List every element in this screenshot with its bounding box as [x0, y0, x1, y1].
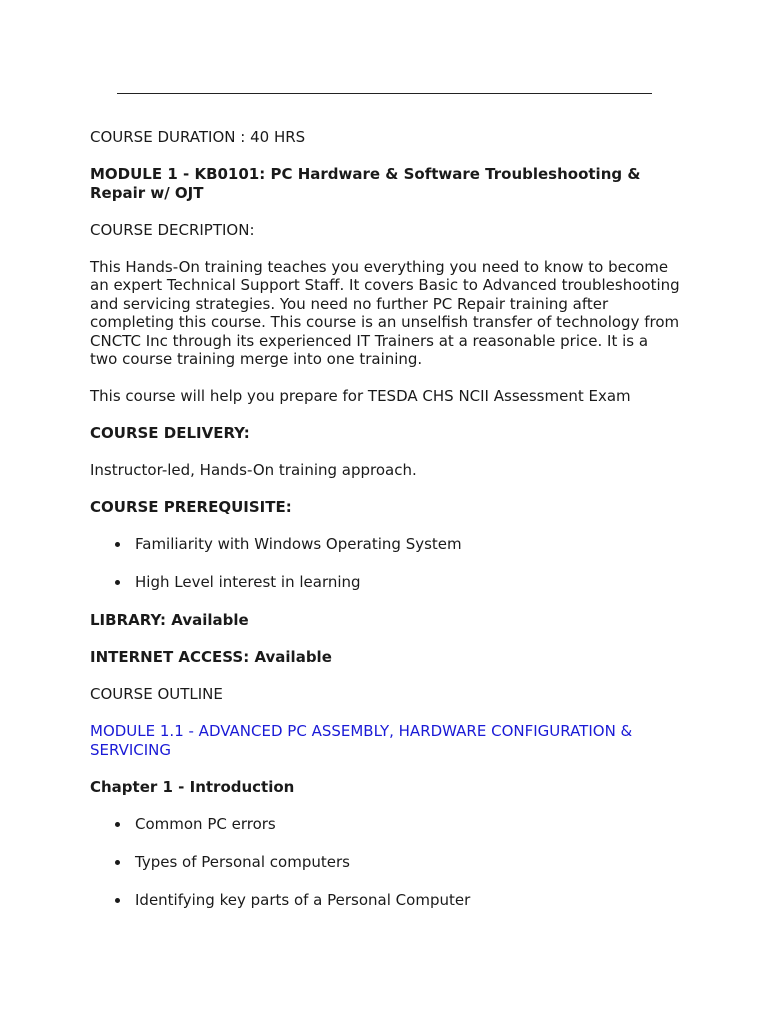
list-item — [90, 891, 680, 910]
chapter-1-list — [90, 815, 680, 910]
bullet-icon — [115, 822, 120, 827]
delivery-text: Instructor-led, Hands-On training approach. — [90, 461, 417, 479]
tesda-text: This course will help you prepare for TESDA CHS NCII Assessment Exam — [90, 387, 631, 405]
list-item-label: Common PC errors — [135, 814, 276, 833]
document-body — [90, 128, 680, 929]
module-title: MODULE 1 - KB0101: PC Hardware & Software Troubleshooting & Repair w/ OJT — [90, 165, 641, 202]
prerequisite-list — [90, 535, 680, 592]
bullet-icon — [115, 580, 120, 585]
list-item — [90, 815, 680, 834]
library-text: LIBRARY: Available — [90, 611, 249, 629]
chapter-1-heading: Chapter 1 - Introduction — [90, 777, 295, 796]
list-item-label: Familiarity with Windows Operating System — [135, 535, 462, 553]
module-1-1-heading: MODULE 1.1 - ADVANCED PC ASSEMBLY, HARDWARE CONFIGURATION & SERVICING — [90, 722, 633, 759]
bullet-icon — [115, 898, 120, 903]
description-text: This Hands-On training teaches you everything you need to know to become an expert Technical Support Staff. It covers Basic to Advanced troubleshooting and servicing strategies. You need no further PC Repair training after completing this course. This course is an unselfish transfer of technology from CNCTC Inc through its experienced IT Trainers at a reasonable price. It is a two course training merge into one training. — [90, 257, 680, 368]
prerequisite-heading: COURSE PREREQUISITE: — [90, 498, 292, 516]
bullet-icon — [115, 860, 120, 865]
list-item — [90, 573, 680, 592]
delivery-heading: COURSE DELIVERY: — [90, 424, 250, 442]
list-item-label: Types of Personal computers — [135, 852, 350, 871]
course-duration: COURSE DURATION : 40 HRS — [90, 128, 306, 146]
bullet-icon — [115, 542, 120, 547]
list-item — [90, 535, 680, 554]
internet-text: INTERNET ACCESS: Available — [90, 648, 332, 666]
list-item-label: High Level interest in learning — [135, 573, 361, 591]
list-item-label: Identifying key parts of a Personal Computer — [135, 890, 471, 909]
list-item — [90, 853, 680, 872]
outline-heading: COURSE OUTLINE — [90, 685, 223, 703]
description-heading: COURSE DECRIPTION: — [90, 220, 255, 239]
horizontal-rule — [117, 93, 652, 94]
